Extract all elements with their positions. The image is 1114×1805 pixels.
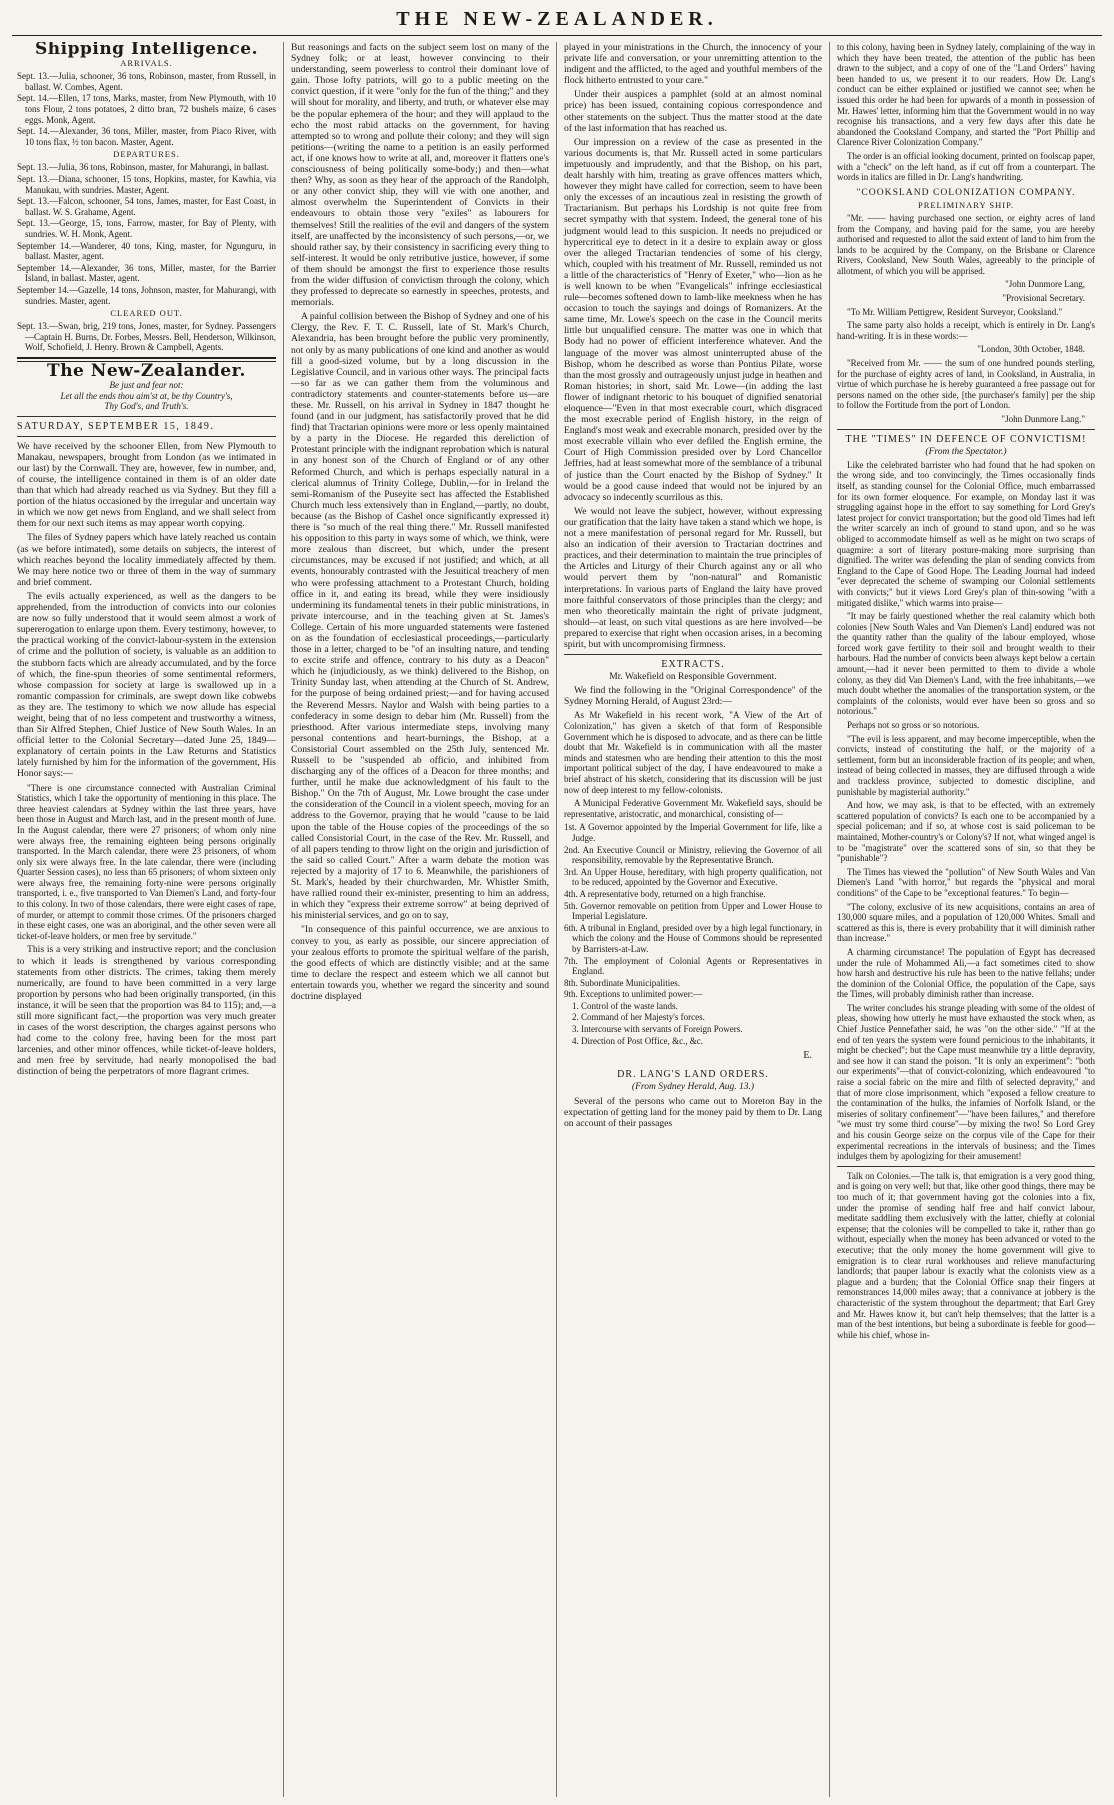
- extracts-title: EXTRACTS.: [661, 659, 725, 671]
- article-paragraph: Perhaps not so gross or so notorious.: [847, 720, 980, 731]
- departure-entry: Sept. 13.—Falcon, schooner, 54 tons, James, master, for East Coast, in ballast. W. S. Grahame, Agent.: [17, 196, 276, 217]
- divider: [17, 416, 276, 417]
- list-item: 3. Intercourse with servants of Foreign Powers.: [572, 1024, 743, 1035]
- arrivals-label: ARRIVALS.: [120, 58, 173, 69]
- list-item: 2nd. An Executive Council or Ministry, relieving the Governor of all responsibility, removable by the Representative Branch.: [564, 844, 822, 866]
- list-item: 4th. A representative body, returned on a high franchise.: [564, 888, 766, 899]
- list-item: 1st. A Governor appointed by the Imperial Government for life, like a Judge.: [564, 822, 822, 843]
- list-item: 2. Command of her Majesty's forces.: [572, 1012, 705, 1023]
- list-item: 9th. Exceptions to unlimited power:—: [564, 989, 703, 1000]
- article-paragraph: But reasonings and facts on the subject seem lost on many of the Sydney folk; or at least, however convincing to their understanding, seem powerless to control their dominant love of gain. Those lofty patriots, will go to a public meeting on the convict question, if it were "only for the fun of the thing;" and they will shout for morality, and liberty, and truth, or whatever else may be the popular ephemera of the hour; and they will applaud to the echo the most rabid attacks on the government, for having attempted so to wrong and pollute their colony; and they will sign petitions—(writing the name to a petition is an easily performed act, if one knows how to write at all, and, moreover it flatters one's consciousness of being politically some-body;) and then—what then? Why, as soon as they hear of the approach of the Randolph, or any other convict ship, they will vie with one another, and almost overwhelm the Superintendent of Convicts in their endeavours to obtain those very "exiles" as labourers for themselves! Still the realities of the evil and dangers of the system itself, are unaffected by the inconsistency of such persons,—or, we should rather say, by their consistency in sacrificing every thing to self-interest. It would be only retributive justice, however, if some of them should be amongst the first to experience those results from the wider diffusion of convictism through the colony, which they professed to deprecate so earnestly in speeches, protests, and memorials.: [291, 42, 549, 309]
- lang-title: DR. LANG'S LAND ORDERS.: [617, 1069, 769, 1081]
- article-quote: "In consequence of this painful occurrence, we are anxious to convey to you, as early as possible, our sincere appreciation of your zealous efforts to promote the spiritual welfare of the parish, the good effects of which are distinctly visible; and at the same time to declare the respect and esteem which we all cannot but entertain towards you, whether we regard the sincerity and sound doctrine displayed: [291, 924, 549, 1002]
- article-quote: "There is one circumstance connected with Australian Criminal Statistics, which I take the opportunity of mentioning in this place. The three heaviest calendars at Sydney within the last three years, have been those in August and March last, and in the present month of June. In the August calendar, there were 27 prisoners; of whom only nine were always free, the remaining eighteen being persons originally transported. In the March calendar, there were 23 prisoners, of whom only six were always free. In the late calendar, there were (including Quarter Session cases), no less than 65 prisoners; of whom sixteen only were always free, the remaining forty-nine were persons originally transported, i. e., five transported to Van Diemen's Land, and forty-four to this colony. In two of those calendars, there were eight cases of rape, of murder, or attempt to commit those crimes. Of the prisoners charged in these eight cases, one was an aboriginal, and the other seven were all ticket-of-leave holders, or men free by servitude.": [17, 782, 276, 941]
- departures-label: DEPARTURES.: [113, 149, 180, 160]
- receipt-signature: "John Dunmore Lang.": [1001, 414, 1085, 424]
- article-paragraph: A Municipal Federative Government Mr. Wakefield says, should be representative, aristocratic, and monarchical, consisting of—: [564, 798, 822, 819]
- list-item: 4. Direction of Post Office, &c., &c.: [572, 1035, 704, 1046]
- list-item: 3rd. An Upper House, hereditary, with high property qualification, not to be reduced, appointed by the Governor and Executive.: [564, 866, 822, 888]
- order-body: "Mr. —— having purchased one section, or eighty acres of land from the Company, and having paid for the same, you are hereby authorised and requested to allot the said extent of land to him from the lands to be acquired by the Company, on the Brisbane or Clarence Rivers, Cooksland, New South Wales, agreeably to the principle of allotment, of which you will be apprised.: [837, 212, 1095, 276]
- article-quote: "The evil is less apparent, and may become imperceptible, when the convicts, instead of constituting the half, or the majority of a settlement, form but an inconsiderable fraction of its people; and when, instead of being collected in masses, they are diffused through a wide and trackless province, subjected to domestic discipline, and punishable by magisterial authority.": [837, 733, 1095, 797]
- list-item: 8th. Subordinate Municipalities.: [564, 977, 680, 988]
- article-quote: "The colony, exclusive of its new acquisitions, contains an area of 130,000 square miles, and a population of 120,000 Whites. Small and scattered as this is, there is every probability that it will diminish rather than increase.": [837, 901, 1095, 944]
- columns: [10, 42, 1104, 1797]
- article-paragraph: played in your ministrations in the Church, the innocency of your private life and conversation, or your unremitting attention to the indigent and the afflicted, to the aged and youthful members of the flock hitherto entrusted to your care.": [564, 42, 822, 87]
- signature: E.: [803, 1050, 812, 1062]
- article-paragraph: Several of the persons who came out to Moreton Bay in the expectation of getting land for the money paid by them to Dr. Lang on account of their passages: [564, 1095, 822, 1129]
- masthead: THE NEW-ZEALANDER.: [12, 8, 1102, 36]
- departure-entry: September 14.—Alexander, 36 tons, Miller, master, for the Barrier Island, in ballast. Master, agent.: [17, 262, 276, 284]
- lang-source: (From Sydney Herald, Aug. 13.): [631, 1082, 755, 1093]
- divider: [564, 654, 822, 655]
- list-item: 7th. The employment of Colonial Agents or Representatives in England.: [564, 955, 822, 977]
- column-4: [829, 42, 1102, 1797]
- order-signature: "John Dunmore Lang,: [1005, 279, 1085, 290]
- times-source: (From the Spectator.): [925, 446, 1007, 457]
- article-paragraph: A painful collision between the Bishop of Sydney and one of his Clergy, the Rev. F. T. C. Russell, late of St. Mark's Church, Alexandria, has been brought before the public very prominently, not only by as many publications of one kind and another as would fill a good-sized volume, but by a long discussion in the Legislative Council, and in various other ways. The principal facts—so far as we can gather them from the voluminous and contradictory statements and counter-statements before us—are these. Mr. Russell, on his arrival in Sydney in 1847 thought he found (and in our judgment, has satisfactorily proved that he did find) that Tractarian opinions were more or less openly maintained by a party in the Diocese. He regarded this dereliction of Protestant principle with the indignant reprobation which is natural in any honest son of the Church of England or of any other Reformed Church, and which is perhaps especially natural in a clerical alumnus of Trinity College, Dublin,—for in Ireland the semi-Romanism of the Puseyite sect has affected the Established Church much less extensively than in England,—partly, no doubt, because (as the Bishop of Cashel once significantly expressed it) there is "so much of the real thing there." Mr. Russell manifested his opposition to this party in ways some of which, we think, were more zealous than discreet, but which, under the present circumstances, may be excused if not justified; and which, at all events, honourably contrasted with the Jesuitical treachery of men who were professing attachment to a Protestant Church, holding office in it, and eating its bread, while they were insidiously undermining its fundamental tenets in their public ministrations, in private intercourse, and in the teaching given at St. James's College. Certain of his more unguarded statements were fastened on as the foundation of ecclesiastical proceedings,—particularly those in a letter, charged to be "of an insulting nature, and tending to excite strife and offence, contrary to his duty as a Deacon" which he (injudiciously, as we think) delivered to the Bishop, on Trinity Sunday last, when attending at the Church of St. Andrew, for the purpose of being ordained priest;—and for having accused the Reverend Messrs. Naylor and Walsh with being parties to a confederacy in some design to debar him (Mr. Russell) from the priesthood. After various intermediate steps, involving many personal contentions and heart-burnings, the Bishop, at a Consistorial Court assembled on the 25th July, sentenced Mr. Russell to be "suspended ab officio, and inhibited from discharging any of the offices of a Deacon for three months; and further, until he make due acknowledgment of his fault to the Bishop." On the 7th of August, Mr. Lowe brought the case under the consideration of the Council in a violent speech, moving for an address to the Governor, praying that he would "cause to be laid upon the table of the House copies of the proceedings of the so called Consistorial Court, in the case of the Rev. Mr. Russell, and of all papers tending to throw light on the origin and jurisdiction of the said so called Court." After a warm debate the motion was rejected by a majority of 17 to 6. Meanwhile, the parishioners of St. Mark's, headed by their churchwarden, Mr. Whistler Smith, have rallied round their ex-minister, presenting to him an address, in which they "express their extreme sorrow" at being deprived of his ministerial services, and go on to say,: [291, 311, 549, 922]
- arrival-entry: Sept. 14.—Alexander, 36 tons, Miller, master, from Piaco River, with 10 tons flax, ½ ton bacon. Master, Agent.: [17, 126, 276, 147]
- motto: [17, 380, 276, 412]
- order-subtitle: PRELIMINARY SHIP.: [917, 199, 1015, 210]
- arrival-entry: Sept. 13.—Julia, schooner, 36 tons, Robinson, master, from Russell, in ballast. W. Combes, Agent.: [17, 71, 276, 92]
- dateline: SATURDAY, SEPTEMBER 15, 1849.: [17, 420, 215, 432]
- article-paragraph: The evils actually experienced, as well as the dangers to be apprehended, from the introduction of convicts into our colonies are now so fully understood that it would seem almost a work of supererogation to enlarge upon them. Every testimony, however, to the practical working of the convict-labour-system in the extension of crime and the pollution of society, is valuable as an addition to the stubborn facts which are already accumulated, and by the force of which, the fine-spun theories of some sentimental reformers, whose compassion for society at large is swallowed up in a romantic compassion for criminals, are swept down like cobwebs as they are. The testimony to which we now allude has especial weight, being that of no less competent and trustworthy a witness, than Sir Alfred Stephen, Chief Justice of New South Wales. In an official letter to the Colonial Secretary—dated June 25, 1849—explanatory of certain points in the Law Returns and Statistics lately furnished by him for the information of the government, His Honor says:—: [17, 590, 276, 780]
- shipping-title: Shipping Intelligence.: [35, 42, 258, 59]
- receipt-intro: The same party also holds a receipt, which is entirely in Dr. Lang's hand-writing. It is in these words:—: [837, 320, 1095, 341]
- wakefield-heading: Mr. Wakefield on Responsible Government.: [609, 672, 777, 683]
- motto-line: Thy God's, and Truth's.: [104, 401, 189, 412]
- column-3: [556, 42, 829, 1797]
- cleared-label: CLEARED OUT.: [110, 308, 183, 319]
- times-title: THE "TIMES" IN DEFENCE OF CONVICTISM!: [845, 433, 1087, 445]
- divider: [17, 436, 276, 437]
- motto-line: Be just and fear not:: [109, 380, 184, 391]
- arrival-entry: Sept. 14.—Ellen, 17 tons, Marks, master, from New Plymouth, with 10 tons Flour, 2 tons potatoes, 2 ditto bran, 72 bushels maize, 6 cases eggs. Monk, Agent.: [17, 93, 276, 125]
- paper-title: The New-Zealander.: [47, 361, 246, 382]
- order-signature-title: "Provisional Secretary.: [1002, 293, 1085, 304]
- motto-line: Let all the ends thou aim'st at, be thy Country's,: [60, 390, 233, 401]
- article-paragraph: Our impression on a review of the case as presented in the various documents is, that Mr. Russell acted in some particulars impetuously and imprudently, and that the Bishop, on his part, dealt harshly with him, treating as grave offences matters which, however they might have called for correction, seem to have been only the excesses of an incautious zeal in resisting the growth of Tractarianism. But perhaps his Lordship is not quite free from secret sympathy with that system. Indeed, the general tone of his judgment would lead to this suspicion. It needs no prejudiced or hypercritical eye to detect in it a desire to explain away or gloss over the alleged Tractarian tendencies of some of his clergy, which, coupled with his treatment of Mr. Russell, reminded us not a little of the characteristics of "Henry of Exeter," who—lion as he is well known to be when "Evangelicals" infringe ecclesiastical rule—becomes softened down to lamb-like meekness when he has occasion to touch the sayings and doings of Romanizers. At the same time, Mr. Lowe's speech on the case in the Council merits little but unqualified censure. The matter was one in which that Body had no power of efficient interference whatever. And the language of the mover was almost uninterrupted abuse of the Bishop, whom he described as worse than Pontius Pilate, worse than the most grossly and outrageously unjust judge in heathen and Roman histories; in short, said Mr. Lowe—(in adding the last flower of indignant rhetoric to his bouquet of dignified senatorial eloquence—"Even in that most execrable court, which disgraced the most execrable period of English history, in the reign of England's most weak and execrable monarch, presided over by the most execrable villain who ever defiled the English ermine, the Court of High Commission presided over by Lord Chancellor Jeffries, had at least somewhat more of the semblance of a tribunal of justice than the Court enacted by the Bishop of Sydney." It would be a good cause indeed that would not be injured by an advocacy so indecently scurrilous as this.: [564, 136, 822, 503]
- article-paragraph: As Mr Wakefield in his recent work, "A View of the Art of Colonization," has given a sketch of that form of Responsible Government which he is disposed to advocate, and as there can be little doubt that Mr. Wakefield is in communication with all the master minds and statesmen who are bending their attention to this the most important political subject of the day, I have endeavoured to make a brief abstract of his sketch, considering that its discussion will be just now of deep interest to my fellow-colonists.: [564, 710, 822, 795]
- article-paragraph: We would not leave the subject, however, without expressing our gratification that the laity have taken a stand which we hope, is not a mere manifestation of personal regard for Mr. Russell, but also an indication of their aversion to Tractarian doctrines and practices, and their determination to maintain the true principles of the Articles and Liturgy of their Church against any or all who would pervert them by "non-natural" and Romanistic interpretations. In various parts of England the laity have proved more faithful conservators of those principles than the clergy; and men who theoretically maintain the right of private judgment, should—at least, on such vital questions as are here involved—be prepared to exercise that right when occasion arises, in a becoming spirit, but with uncompromising firmness.: [564, 505, 822, 650]
- article-paragraph: Under their auspices a pamphlet (sold at an almost nominal price) has been issued, containing copious correspondence and other statements on the subject. Thus the matter stood at the date of the last information that has reached us.: [564, 89, 822, 134]
- divider: [837, 1166, 1095, 1167]
- article-paragraph: The files of Sydney papers which have lately reached us contain (as we before intimated), some details on subjects, the interest of which reaches beyond the locality immediately affected by them. We may here notice two or three of them in the way of summary and brief comment.: [17, 532, 276, 588]
- departure-entry: Sept. 13.—Diana, schooner, 15 tons, Hopkins, master, for Kawhia, via Manukau, with sundries. Master, Agent.: [17, 174, 276, 195]
- article-paragraph: to this colony, having been in Sydney lately, complaining of the way in which they have been treated, the attention of the public has been drawn to the subject, and a copy of one of the "Land Orders" having been handed to us, we present it to our readers. How Dr. Lang's conduct can be either explained or justified we cannot see; when he issued this order he had been for upwards of a month in possession of Mr. Hawes' letter, informing him that the Government would in no way recognise his transactions, and a very few days after this date he abandoned the Cooksland Company, and started the "Port Phillip and Clarence River Colonization Company.": [837, 42, 1095, 148]
- arrivals-list: [17, 71, 276, 147]
- departures-list: [17, 162, 276, 306]
- receipt-body: "Received from Mr. —— the sum of one hundred pounds sterling, for the purchase of eighty acres of land, in Cooksland, in Australia, in virtue of which purchase he is hereby guaranteed a free passage out for persons named on the other side, [the purchaser's family] per the ship to follow the Fortitude from the port of London.: [837, 358, 1095, 411]
- article-paragraph: We have received by the schooner Ellen, from New Plymouth to Manakau, newspapers, brought from London (as we intimated in our last) by the Cornwall. They are, however, few in number, and, of course, the intelligence contained in them is of an older date than that which had already reached us via Sydney. But they fill a portion of the hiatus occasioned by the irregular and uncertain way in which we now get news from England, and we shall select from them for our next such items as may appear worth copying.: [17, 440, 276, 530]
- departure-entry: September 14.—Gazelle, 14 tons, Johnson, master, for Mahurangi, with sundries. Master, agent.: [17, 284, 276, 306]
- list-item: 5th. Governor removable on petition from Upper and Lower House to Imperial Legislature.: [564, 900, 822, 922]
- cleared-entry: Sept. 13.—Swan, brig, 219 tons, Jones, master, for Sydney. Passengers—Captain H. Burns, Dr. Forbes, Messrs. Bell, Henderson, Wilkinson, Wolf, Schofield, J. Henry. Brown & Campbell, Agents.: [17, 321, 276, 353]
- departure-entry: Sept. 13.—Julia, 36 tons, Robinson, master, for Mahurangi, in ballast.: [17, 162, 269, 173]
- cleared-list: [17, 321, 276, 353]
- article-quote: "It may be fairly questioned whether the real calamity which both colonies [New South Wales and Van Diemen's Land] endured was not the quantity rather than the quality of the labour employed, whose forced work gave fertility to their soil and brought wealth to their harbours. Had the number of convicts been always kept below a certain amount,—had it never been permitted to them to divide a whole colony, as they did Van Diemen's Land, with the free inhabitants,—we much doubt whether the anomalies of the transportation system, or the complaints of the colonists, would ever have been so gross and so notorious.": [837, 611, 1095, 717]
- departure-entry: September 14.—Wanderer, 40 tons, King, master, for Ngunguru, in ballast. Master, agent.: [17, 240, 276, 262]
- article-paragraph: The writer concludes his strange pleading with some of the oldest of pleas, showing how utterly he must have exhausted the stock when, as Chief Justice Pennefather said, he was "on the other side." "If at the end of ten years the system were found pernicious to the inhabitants, it might be checked"; but the Cape must meanwhile try a little depravity, and see how it can stand the poison. "It is only an experiment": "both our experiments"—that of convict-colonizing, which endeavoured "to raise a social fabric on the mire and filth of selected depravity," and that of more close imprisonment, which "exposed a fellow creature to the contamination of the hulks, the infamies of Norfolk Island, or the miseries of solitary confinement"—"have been failures," and therefore "we must try some third course"—by mixing the two! So Lord Grey and his cousin George seize on the corpus vile of the Cape for their experimental recreations in the intervals of business; and the Times indulges them by apologizing for their amusement!: [837, 1002, 1095, 1162]
- list-item: 6th. A tribunal in England, presided over by a high legal functionary, in which the colony and the House of Commons should be represented by Barristers-at-Law.: [564, 922, 822, 954]
- column-2: [283, 42, 556, 1797]
- departure-entry: Sept. 13.—George, 15, tons, Farrow, master, for Bay of Plenty, with sundries. W. H. Monk, Agent.: [17, 218, 276, 239]
- article-paragraph: And how, we may ask, is that to be effected, with an extremely scattered population of convicts? Is each one to be accompanied by a special policeman; and if so, at whose cost is said policeman to be maintained, Mother-country's or Colony's? If not, what winged angel is to be "magistrate" over the scattered sons of sin, so that they be "punishable"?: [837, 800, 1095, 864]
- article-paragraph: Like the celebrated barrister who had found that he had spoken on the wrong side, and too convincingly, the Times occasionally finds itself, as standing counsel for the Colonial Office, much embarrassed for its own former eloquence. For example, on Monday last it was struggling against hope in the effort to say something for Lord Grey's latest project for convict transportation; but the good old Times had left the writer scarcely an inch of ground to stand upon, and so he was obliged to accommodate himself as well as he might on two scraps of quagmire: a sort of literary posture-making more surprising than dignified. The writer was defending the plan of sending convicts from England to the Cape of Good Hope. The Leading Journal had indeed "ever deprecated the scheme of swamping our Colonial settlements with convicts;" but it views Lord Grey's plan of thin-sowing "with a mitigated dislike," which warms into praise—: [837, 459, 1095, 608]
- article-paragraph: A charming circumstance! The population of Egypt has decreased under the rule of Mohammed Ali,—a fact sometimes cited to show how harsh and destructive his rule has been to the native fellahs; under the dominion of the Colonial Office, the population of the Cape, says the Times, will probably diminish rather than increase.: [837, 946, 1095, 1000]
- wakefield-list: [564, 822, 822, 1046]
- article-paragraph: The order is an official looking document, printed on foolscap paper, with a "check" on the left hand, as if cut off from a counterpart. The words in italics are filled in Dr. Lang's handwriting.: [837, 150, 1095, 183]
- article-paragraph: We find the following in the "Original Correspondence" of the Sydney Morning Herald, of August 23rd:—: [564, 685, 822, 708]
- order-title: "COOKSLAND COLONIZATION COMPANY.: [856, 186, 1076, 198]
- article-paragraph: The Times has viewed the "pollution" of New South Wales and Van Diemen's Land "with horror," but regards the "physical and moral conditions" of the Cape to be "exceptional features." To begin—: [837, 866, 1095, 898]
- article-paragraph: Talk on Colonies.—The talk is, that emigration is a very good thing, and is going on very well; but that, like other good things, there may be too much of it; that government having got the colonies into a fix, under the promise of sending half free and half convict labour, meditate saddling them exclusively with the latter, chiefly at colonial expense; that the colonies will be compelled to take it, rather than go without, especially when the money has been advanced or voted to the executive; that the only money the home government will give to emigration is to clear rural workhouses and relieve manufacturing landlords; that pauper labour is exactly what the colonists view as a plague and a burden; that the Colonial Office snap their fingers at remonstrances 14,000 miles away; that a connivance at jobbery is the characteristic of the system throughout the department; that Earl Grey and Mr. Hawes know it, but can't help themselves; that the latter is a man of the best intentions, but being a subordinate is feeble for good—while his chief, whose in-: [837, 1170, 1095, 1340]
- list-item: 1. Control of the waste lands.: [572, 1000, 678, 1011]
- order-addressee: "To Mr. William Pettigrew, Resident Surveyor, Cooksland.": [847, 306, 1063, 317]
- receipt-date: "London, 30th October, 1848.: [977, 344, 1085, 355]
- article-paragraph: This is a very striking and instructive report; and the conclusion to which it leads is strengthened by various corresponding statements from other districts. The crimes, taking them merely numerically, are found to have been committed in a very large proportion by persons who had been originally transported, (in this instance, it will be seen that the proportion was 84 to 115); and,—a still more significant fact,—the proportion was very much greater in cases of the worst description, the charges against persons who had come to the colony free, having been for the most part larcenies, and other minor offences, while ticket-of-leave holders, and men free by servitude, had nearly monopolised the bad distinction of being the perpetrators of more flagrant crimes.: [17, 944, 276, 1078]
- column-1: [10, 42, 283, 1797]
- divider: [837, 429, 1095, 430]
